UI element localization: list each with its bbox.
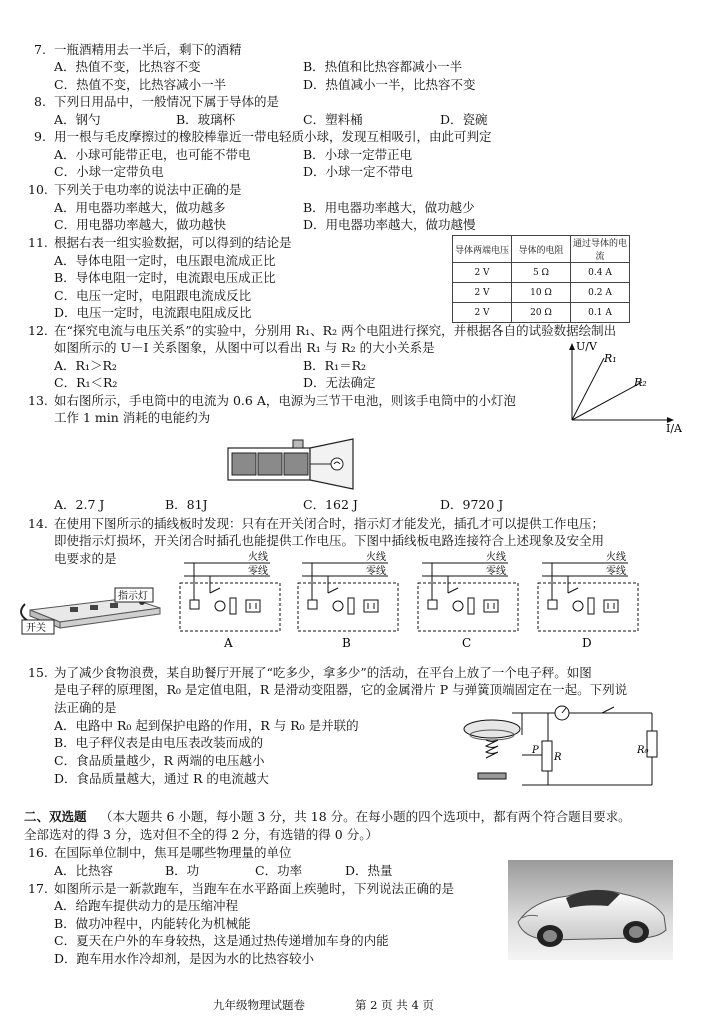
q12-stem-line2: 如图所示的 U－I 关系图象，从图中可以看出 R₁ 与 R₂ 的大小关系是	[54, 340, 435, 355]
circuit-label-c: C	[462, 636, 472, 650]
q16-option-a: A．比热容	[54, 863, 114, 878]
q15-option-b: B．电子秤仪表是由电压表改装而成的	[54, 735, 264, 750]
q8-option-b: B．玻璃杯	[176, 112, 236, 127]
q9-number: 9.	[34, 129, 46, 144]
svg-text:火线: 火线	[366, 552, 386, 563]
table-cell: 2 V	[453, 303, 512, 323]
q10-option-d: D．用电器功率越大，做功越慢	[303, 217, 476, 232]
q7-number: 7.	[34, 42, 46, 57]
q12-option-c: C．R₁＜R₂	[54, 375, 118, 390]
q17-option-c: C．夏天在户外的车身较热，这是通过热传递增加车身的内能	[54, 933, 389, 948]
graph-r2-label: R₂	[634, 376, 647, 389]
q9-option-d: D．小球一定不带电	[303, 164, 414, 179]
flashlight-figure	[227, 438, 357, 490]
electronic-scale-circuit	[462, 705, 672, 795]
q13-option-c: C．162 J	[303, 497, 358, 512]
svg-text:火线: 火线	[606, 552, 626, 563]
table-header: 导体两端电压	[453, 236, 512, 263]
circuit-d	[538, 550, 638, 631]
footer-exam-title: 九年级物理试题卷	[213, 998, 305, 1012]
circuit-a	[180, 550, 280, 631]
q15-option-c: C．食品质量越少，R 两端的电压越小	[54, 753, 265, 768]
q10-option-c: C．用电器功率越大，做功越快	[54, 217, 227, 232]
q12-stem-line1: 在“探究电流与电压关系”的实验中，分别用 R₁、R₂ 两个电阻进行探究，并根据各自的试验数据绘制出	[54, 323, 617, 338]
q8-option-d: D．瓷碗	[440, 112, 488, 127]
svg-text:零线: 零线	[486, 566, 506, 577]
q13-option-b: B．81J	[165, 497, 208, 512]
q15-stem-line2: 是电子秤的原理图，R₀ 是定值电阻，R 是滑动变阻器，它的金属滑片 P 与弹簧顶端固定在一起。下列说	[54, 682, 628, 697]
table-cell: 0.2 A	[571, 283, 630, 303]
q13-stem-line2: 工作 1 min 消耗的电能约为	[54, 410, 211, 425]
circuit-c	[418, 550, 518, 631]
q14-stem-line2: 即使指示灯损坏，开关闭合时插孔也能提供工作电压。下图中插线板电路连接符合上述现象及安全用	[54, 533, 605, 548]
q15-option-d: D．食品质量越大，通过 R 的电流越大	[54, 771, 269, 786]
q9-stem: 用一根与毛皮摩擦过的橡胶棒靠近一带电轻质小球，发现互相吸引，由此可判定	[54, 129, 492, 144]
table-row	[453, 283, 630, 303]
q9-option-a: A．小球可能带正电，也可能不带电	[54, 147, 251, 162]
q12-option-b: B．R₁＝R₂	[303, 358, 367, 373]
q12-ui-graph	[562, 340, 682, 435]
sports-car-image	[508, 860, 673, 960]
svg-text:火线: 火线	[248, 552, 268, 563]
svg-text:零线: 零线	[366, 566, 386, 577]
graph-y-label: U/V	[576, 340, 597, 353]
circuit-label-d: D	[582, 636, 592, 650]
r-label: R	[554, 752, 562, 763]
q13-number: 13.	[28, 393, 48, 408]
svg-text:零线: 零线	[606, 566, 626, 577]
q17-stem: 如图所示是一新款跑车，当跑车在水平路面上疾驰时，下列说法正确的是	[54, 881, 455, 896]
q12-option-a: A．R₁＞R₂	[54, 358, 117, 373]
q10-option-a: A．用电器功率越大，做功越多	[54, 200, 226, 215]
table-cell: 0.4 A	[571, 263, 630, 283]
q14-circuit-options	[170, 548, 700, 648]
q7-stem: 一瓶酒精用去一半后，剩下的酒精	[54, 42, 242, 57]
switch-label: 开关	[26, 623, 46, 634]
circuit-label-a: A	[224, 636, 233, 650]
q17-option-d: D．跑车用水作冷却剂，是因为水的比热容较小	[54, 951, 315, 966]
q15-stem-line3: 法正确的是	[54, 700, 117, 715]
q15-stem-line1: 为了减少食物浪费，某自助餐厅开展了“吃多少，拿多少”的活动，在平台上放了一个电子秤。如图	[54, 665, 592, 680]
p-label: P	[532, 745, 539, 756]
q16-option-c: C．功率	[255, 863, 303, 878]
q11-option-b: B．导体电阻一定时，电流跟电压成正比	[54, 270, 276, 285]
footer-page-number: 第 2 页 共 4 页	[355, 998, 434, 1012]
q16-option-b: B．功	[165, 863, 200, 878]
q10-number: 10.	[28, 182, 48, 197]
table-row	[453, 303, 630, 323]
q14-stem-line1: 在使用下图所示的插线板时发现：只有在开关闭合时，指示灯才能发光，插孔才可以提供工作电压；	[54, 516, 605, 531]
q14-stem-line3: 电要求的是	[54, 551, 117, 566]
q7-option-d: D．热值减小一半，比热容不变	[303, 77, 476, 92]
circuit-label-b: B	[342, 636, 351, 650]
q11-option-a: A．导体电阻一定时，电压跟电流成正比	[54, 253, 276, 268]
table-row	[453, 263, 630, 283]
q17-option-a: A．给跑车提供动力的是压缩冲程	[54, 898, 239, 913]
power-strip-figure	[20, 580, 170, 640]
table-cell: 10 Ω	[512, 283, 571, 303]
table-cell: 2 V	[453, 263, 512, 283]
q8-stem: 下列日用品中，一般情况下属于导体的是	[54, 94, 280, 109]
circuit-b	[298, 550, 398, 631]
q9-option-c: C．小球一定带负电	[54, 164, 164, 179]
q12-number: 12.	[28, 323, 48, 338]
q15-number: 15.	[28, 665, 48, 680]
section2-title: 二、双选题	[24, 809, 87, 824]
q17-option-b: B．做功冲程中，内能转化为机械能	[54, 916, 251, 931]
r0-label: R₀	[637, 745, 649, 756]
q10-stem: 下列关于电功率的说法中正确的是	[54, 182, 242, 197]
table-cell: 2 V	[453, 283, 512, 303]
q8-option-a: A．钢勺	[54, 112, 101, 127]
table-cell: 5 Ω	[512, 263, 571, 283]
q11-data-table	[452, 235, 630, 323]
q16-number: 16.	[28, 845, 48, 860]
q13-stem-line1: 如右图所示，手电筒中的电流为 0.6 A，电源为三节干电池，则该手电筒中的小灯泡	[54, 393, 516, 408]
q9-option-b: B．小球一定带正电	[303, 147, 413, 162]
q13-option-a: A．2.7 J	[54, 497, 105, 512]
q7-option-b: B．热值和比热容都减小一半	[303, 59, 463, 74]
table-header: 通过导体的电流	[571, 236, 630, 263]
q11-stem: 根据右表一组实验数据，可以得到的结论是	[54, 235, 292, 250]
q8-option-c: C．塑料桶	[303, 112, 363, 127]
table-cell: 0.1 A	[571, 303, 630, 323]
graph-x-label: I/A	[666, 422, 682, 435]
q15-option-a: A．电路中 R₀ 起到保护电路的作用，R 与 R₀ 是并联的	[54, 718, 359, 733]
q10-option-b: B．用电器功率越大，做功越少	[303, 200, 475, 215]
q16-option-d: D．热量	[345, 863, 393, 878]
section2-description-line1: （本大题共 6 小题，每小题 3 分，共 18 分。在每小题的四个选项中，都有两个符合题目要求。	[100, 809, 631, 824]
q16-stem: 在国际单位制中，焦耳是哪些物理量的单位	[54, 845, 292, 860]
q11-option-c: C．电压一定时，电阻跟电流成反比	[54, 288, 252, 303]
indicator-label: 指示灯	[118, 591, 148, 602]
q14-number: 14.	[28, 516, 48, 531]
q7-option-c: C．热值不变，比热容减小一半	[54, 77, 227, 92]
q8-number: 8.	[34, 94, 46, 109]
q7-option-a: A．热值不变，比热容不变	[54, 59, 201, 74]
section2-description-line2: 全部选对的得 3 分，选对但不全的得 2 分，有选错的得 0 分。）	[24, 827, 378, 842]
q17-number: 17.	[28, 881, 48, 896]
q12-option-d: D．无法确定	[303, 375, 376, 390]
table-cell: 20 Ω	[512, 303, 571, 323]
q11-number: 11.	[28, 235, 48, 250]
q13-option-d: D．9720 J	[440, 497, 504, 512]
svg-text:零线: 零线	[248, 566, 268, 577]
svg-text:火线: 火线	[486, 552, 506, 563]
graph-r1-label: R₁	[604, 352, 617, 365]
table-header: 导体的电阻	[512, 236, 571, 263]
q11-option-d: D．电压一定时，电流跟电阻成反比	[54, 305, 252, 320]
